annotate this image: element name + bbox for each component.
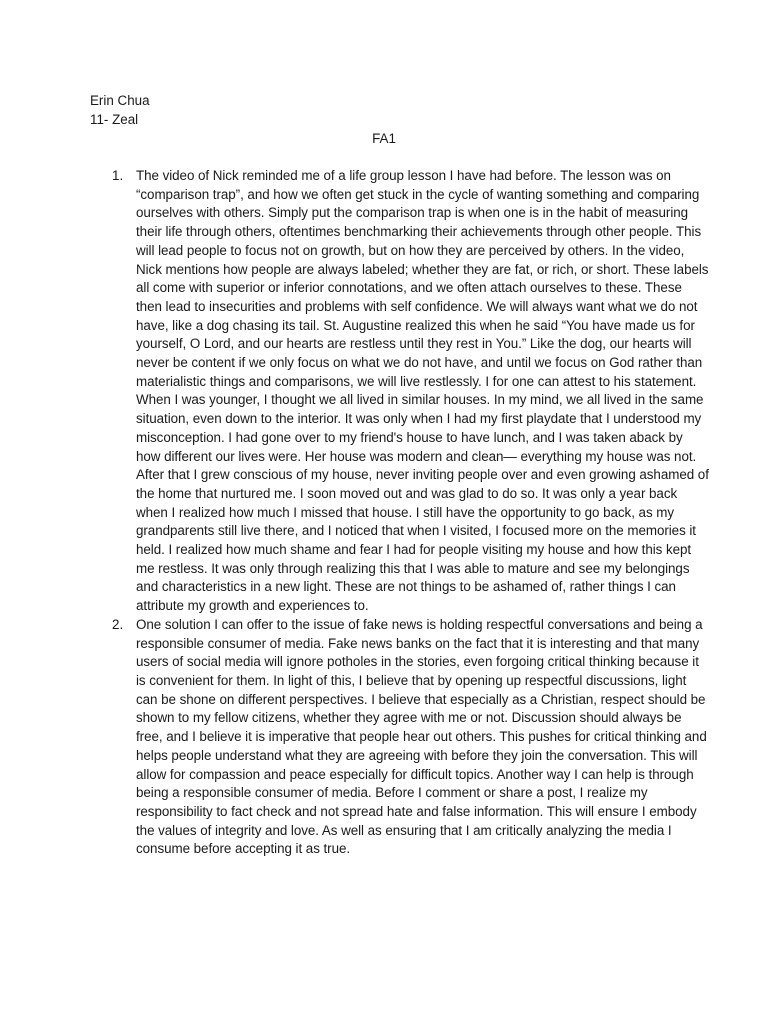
answer-item bbox=[0, 616, 768, 859]
answer-item bbox=[0, 167, 768, 616]
class-section: 11- Zeal bbox=[90, 112, 139, 127]
answer-number: 2. bbox=[112, 616, 124, 632]
answer-text: The video of Nick reminded me of a life group lesson I have had before. The lesson was on “comparison trap”, and how we often get stuck in the cycle of wanting something and comparing ourselves with others. Simply put the comparison trap is when one is in the habit of measuring their life through others, oftentimes benchmarking their achievements through other people. This will lead people to focus not on growth, but on how they are perceived by others. In the video, Nick mentions how people are always labeled; whether they are fat, or rich, or short. These labels all come with superior or inferior connotations, and we often attach ourselves to these. These then lead to insecurities and problems with self confidence. We will always want what we do not have, like a dog chasing its tail. St. Augustine realized this when he said “You have made us for yourself, O Lord, and our hearts are restless until they rest in You.” Like the dog, our hearts will never be content if we only focus on what we do not have, and until we focus on God rather than materialistic things and comparisons, we will live restlessly. I for one can attest to his statement. When I was younger, I thought we all lived in similar houses. In my mind, we all lived in the same situation, even down to the interior. It was only when I had my first playdate that I understood my misconception. I had gone over to my friend's house to have lunch, and I was taken aback by how different our lives were. Her house was modern and clean— everything my house was not. After that I grew conscious of my house, never inviting people over and even growing ashamed of the home that nurtured me. I soon moved out and was glad to do so. It was only a year back when I realized how much I missed that house. I still have the opportunity to go back, as my grandparents still live there, and I noticed that when I visited, I focused more on the memories it held. I realized how much shame and fear I had for people visiting my house and how this kept me restless. It was only through realizing this that I was able to mature and see my belongings and characteristics in a new light. These are not things to be ashamed of, rather things I can attribute my growth and experiences to. bbox=[136, 168, 709, 614]
answer-text: One solution I can offer to the issue of fake news is holding respectful conversations and being a responsible consumer of media. Fake news banks on the fact that it is interesting and that many users of social media will ignore potholes in the stories, even forgoing critical thinking because it is convenient for them. In light of this, I believe that by opening up respectful discussions, light can be shone on different perspectives. I believe that especially as a Christian, respect should be shown to my fellow citizens, whether they agree with me or not. Discussion should always be free, and I believe it is imperative that people hear out others. This pushes for critical thinking and helps people understand what they are agreeing with before they join the conversation. This will allow for compassion and peace especially for difficult topics. Another way I can help is through being a responsible consumer of media. Before I comment or share a post, I realize my responsibility to fact check and not spread hate and false information. This will ensure I embody the values of integrity and love. As well as ensuring that I am critically analyzing the media I consume before accepting it as true. bbox=[136, 616, 707, 857]
answers-list bbox=[0, 167, 768, 859]
page-title: FA1 bbox=[372, 131, 396, 146]
answer-number: 1. bbox=[112, 168, 124, 183]
author-name: Erin Chua bbox=[90, 93, 150, 108]
